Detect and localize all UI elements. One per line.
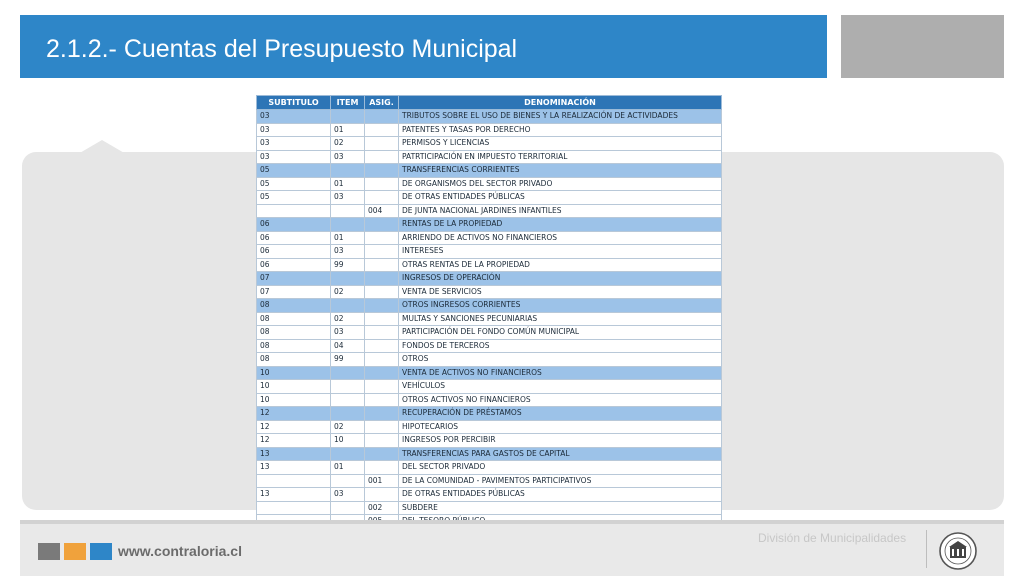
table-row [257, 447, 722, 461]
cell-asig [365, 231, 399, 245]
cell-asig [365, 420, 399, 434]
cell-subtitulo: 05 [257, 191, 331, 205]
cell-denominacion: OTROS INGRESOS CORRIENTES [399, 299, 722, 313]
table-row [257, 434, 722, 448]
cell-item [331, 474, 365, 488]
cell-item [331, 501, 365, 515]
cell-denominacion: HIPOTECARIOS [399, 420, 722, 434]
table-row [257, 380, 722, 394]
cell-denominacion: OTROS ACTIVOS NO FINANCIEROS [399, 393, 722, 407]
cell-item [331, 366, 365, 380]
cell-denominacion: INGRESOS POR PERCIBIR [399, 434, 722, 448]
cell-denominacion: TRIBUTOS SOBRE EL USO DE BIENES Y LA REALIZACIÓN DE ACTIVIDADES [399, 110, 722, 124]
budget-accounts-table [256, 95, 722, 542]
cell-subtitulo: 13 [257, 488, 331, 502]
cell-subtitulo: 05 [257, 164, 331, 178]
cell-asig [365, 272, 399, 286]
table-row [257, 474, 722, 488]
cell-item [331, 110, 365, 124]
cell-denominacion: TRANSFERENCIAS CORRIENTES [399, 164, 722, 178]
cell-subtitulo [257, 204, 331, 218]
table-row [257, 353, 722, 367]
cell-subtitulo: 12 [257, 407, 331, 421]
cell-denominacion: VENTA DE ACTIVOS NO FINANCIEROS [399, 366, 722, 380]
cell-item [331, 272, 365, 286]
slide-title: 2.1.2.- Cuentas del Presupuesto Municipal [46, 35, 518, 63]
cell-denominacion: DE ORGANISMOS DEL SECTOR PRIVADO [399, 177, 722, 191]
cell-subtitulo [257, 474, 331, 488]
cell-item: 10 [331, 434, 365, 448]
cell-item [331, 393, 365, 407]
cell-denominacion: TRANSFERENCIAS PARA GASTOS DE CAPITAL [399, 447, 722, 461]
table-row [257, 191, 722, 205]
cell-asig [365, 123, 399, 137]
cell-asig [365, 218, 399, 232]
slide-title-bar [20, 15, 827, 78]
cell-subtitulo: 10 [257, 380, 331, 394]
cell-denominacion: DE JUNTA NACIONAL JARDINES INFANTILES [399, 204, 722, 218]
table-row [257, 285, 722, 299]
cell-denominacion: VENTA DE SERVICIOS [399, 285, 722, 299]
cell-item: 03 [331, 191, 365, 205]
table-row [257, 177, 722, 191]
cell-item: 01 [331, 461, 365, 475]
cell-subtitulo: 10 [257, 366, 331, 380]
table-row [257, 299, 722, 313]
cell-asig: 004 [365, 204, 399, 218]
cell-denominacion: VEHÍCULOS [399, 380, 722, 394]
table-row [257, 312, 722, 326]
footer-square-orange [64, 543, 86, 560]
table-row [257, 461, 722, 475]
footer-site-link[interactable]: www.contraloria.cl [118, 543, 242, 559]
cell-item: 01 [331, 123, 365, 137]
cell-asig [365, 191, 399, 205]
table-row [257, 204, 722, 218]
cell-item: 02 [331, 312, 365, 326]
cell-subtitulo: 08 [257, 353, 331, 367]
cell-denominacion: PERMISOS Y LICENCIAS [399, 137, 722, 151]
cell-subtitulo: 03 [257, 110, 331, 124]
cell-subtitulo: 10 [257, 393, 331, 407]
cell-subtitulo: 08 [257, 339, 331, 353]
cell-denominacion: PATRTICIPACIÓN EN IMPUESTO TERRITORIAL [399, 150, 722, 164]
cell-item: 02 [331, 285, 365, 299]
header-denominacion: DENOMINACIÓN [399, 96, 722, 110]
cell-asig [365, 312, 399, 326]
table-row [257, 393, 722, 407]
header-item: ITEM [331, 96, 365, 110]
cell-denominacion: RECUPERACIÓN DE PRÉSTAMOS [399, 407, 722, 421]
cell-subtitulo [257, 501, 331, 515]
cell-denominacion: PARTICIPACIÓN DEL FONDO COMÚN MUNICIPAL [399, 326, 722, 340]
footer-divider [926, 530, 927, 568]
cell-asig [365, 366, 399, 380]
contraloria-seal-icon [938, 531, 978, 571]
table-header-row [257, 96, 722, 110]
cell-item [331, 299, 365, 313]
cell-item: 03 [331, 150, 365, 164]
table-row [257, 231, 722, 245]
cell-denominacion: ARRIENDO DE ACTIVOS NO FINANCIEROS [399, 231, 722, 245]
cell-denominacion: DE OTRAS ENTIDADES PÚBLICAS [399, 488, 722, 502]
cell-denominacion: DE LA COMUNIDAD - PAVIMENTOS PARTICIPATIVOS [399, 474, 722, 488]
cell-subtitulo: 06 [257, 245, 331, 259]
cell-item: 04 [331, 339, 365, 353]
cell-asig [365, 393, 399, 407]
cell-subtitulo: 08 [257, 299, 331, 313]
cell-asig [365, 285, 399, 299]
cell-denominacion: MULTAS Y SANCIONES PECUNIARIAS [399, 312, 722, 326]
cell-asig [365, 380, 399, 394]
cell-asig [365, 299, 399, 313]
cell-denominacion: SUBDERE [399, 501, 722, 515]
table-row [257, 339, 722, 353]
table-row [257, 123, 722, 137]
table-row [257, 407, 722, 421]
cell-asig [365, 110, 399, 124]
footer-square-gray [38, 543, 60, 560]
content-background-notch [78, 140, 126, 154]
cell-subtitulo: 13 [257, 461, 331, 475]
table-row [257, 258, 722, 272]
cell-item: 99 [331, 353, 365, 367]
footer-strip [20, 520, 1004, 524]
table-row [257, 110, 722, 124]
cell-asig [365, 245, 399, 259]
cell-asig: 002 [365, 501, 399, 515]
table-row [257, 150, 722, 164]
table-row [257, 137, 722, 151]
cell-denominacion: INGRESOS DE OPERACIÓN [399, 272, 722, 286]
cell-item: 01 [331, 231, 365, 245]
cell-asig [365, 461, 399, 475]
cell-subtitulo: 07 [257, 272, 331, 286]
cell-asig [365, 137, 399, 151]
cell-item: 03 [331, 488, 365, 502]
cell-asig [365, 353, 399, 367]
cell-denominacion: FONDOS DE TERCEROS [399, 339, 722, 353]
cell-subtitulo: 08 [257, 312, 331, 326]
cell-item: 02 [331, 137, 365, 151]
cell-subtitulo: 07 [257, 285, 331, 299]
table-row [257, 218, 722, 232]
cell-subtitulo: 12 [257, 434, 331, 448]
cell-asig [365, 326, 399, 340]
cell-denominacion: RENTAS DE LA PROPIEDAD [399, 218, 722, 232]
cell-item: 01 [331, 177, 365, 191]
cell-subtitulo: 13 [257, 447, 331, 461]
header-asig: ASIG. [365, 96, 399, 110]
cell-subtitulo: 08 [257, 326, 331, 340]
table-row [257, 164, 722, 178]
table-row [257, 488, 722, 502]
cell-denominacion: OTROS [399, 353, 722, 367]
cell-denominacion: PATENTES Y TASAS POR DERECHO [399, 123, 722, 137]
cell-asig [365, 434, 399, 448]
cell-denominacion: INTERESES [399, 245, 722, 259]
cell-denominacion: DEL SECTOR PRIVADO [399, 461, 722, 475]
cell-item [331, 218, 365, 232]
table-row [257, 326, 722, 340]
table-row [257, 366, 722, 380]
footer-square-blue [90, 543, 112, 560]
table-body [257, 110, 722, 542]
cell-subtitulo: 05 [257, 177, 331, 191]
cell-subtitulo: 12 [257, 420, 331, 434]
table-row [257, 420, 722, 434]
cell-item: 03 [331, 326, 365, 340]
table-row [257, 501, 722, 515]
header-gray-box [841, 15, 1004, 78]
cell-asig [365, 150, 399, 164]
cell-asig [365, 164, 399, 178]
cell-item [331, 204, 365, 218]
cell-denominacion: OTRAS RENTAS DE LA PROPIEDAD [399, 258, 722, 272]
cell-item: 02 [331, 420, 365, 434]
cell-asig [365, 447, 399, 461]
cell-item: 99 [331, 258, 365, 272]
header-subtitulo: SUBTITULO [257, 96, 331, 110]
cell-asig [365, 177, 399, 191]
cell-subtitulo: 03 [257, 123, 331, 137]
cell-asig [365, 488, 399, 502]
cell-subtitulo: 06 [257, 258, 331, 272]
cell-denominacion: DE OTRAS ENTIDADES PÚBLICAS [399, 191, 722, 205]
cell-subtitulo: 03 [257, 137, 331, 151]
cell-asig: 001 [365, 474, 399, 488]
cell-asig [365, 258, 399, 272]
cell-item: 03 [331, 245, 365, 259]
cell-asig [365, 407, 399, 421]
cell-item [331, 380, 365, 394]
cell-subtitulo: 06 [257, 218, 331, 232]
cell-subtitulo: 03 [257, 150, 331, 164]
footer-division-label: División de Municipalidades [758, 531, 907, 545]
cell-item [331, 447, 365, 461]
table-row [257, 245, 722, 259]
table-row [257, 272, 722, 286]
cell-subtitulo: 06 [257, 231, 331, 245]
cell-item [331, 164, 365, 178]
cell-item [331, 407, 365, 421]
cell-asig [365, 339, 399, 353]
